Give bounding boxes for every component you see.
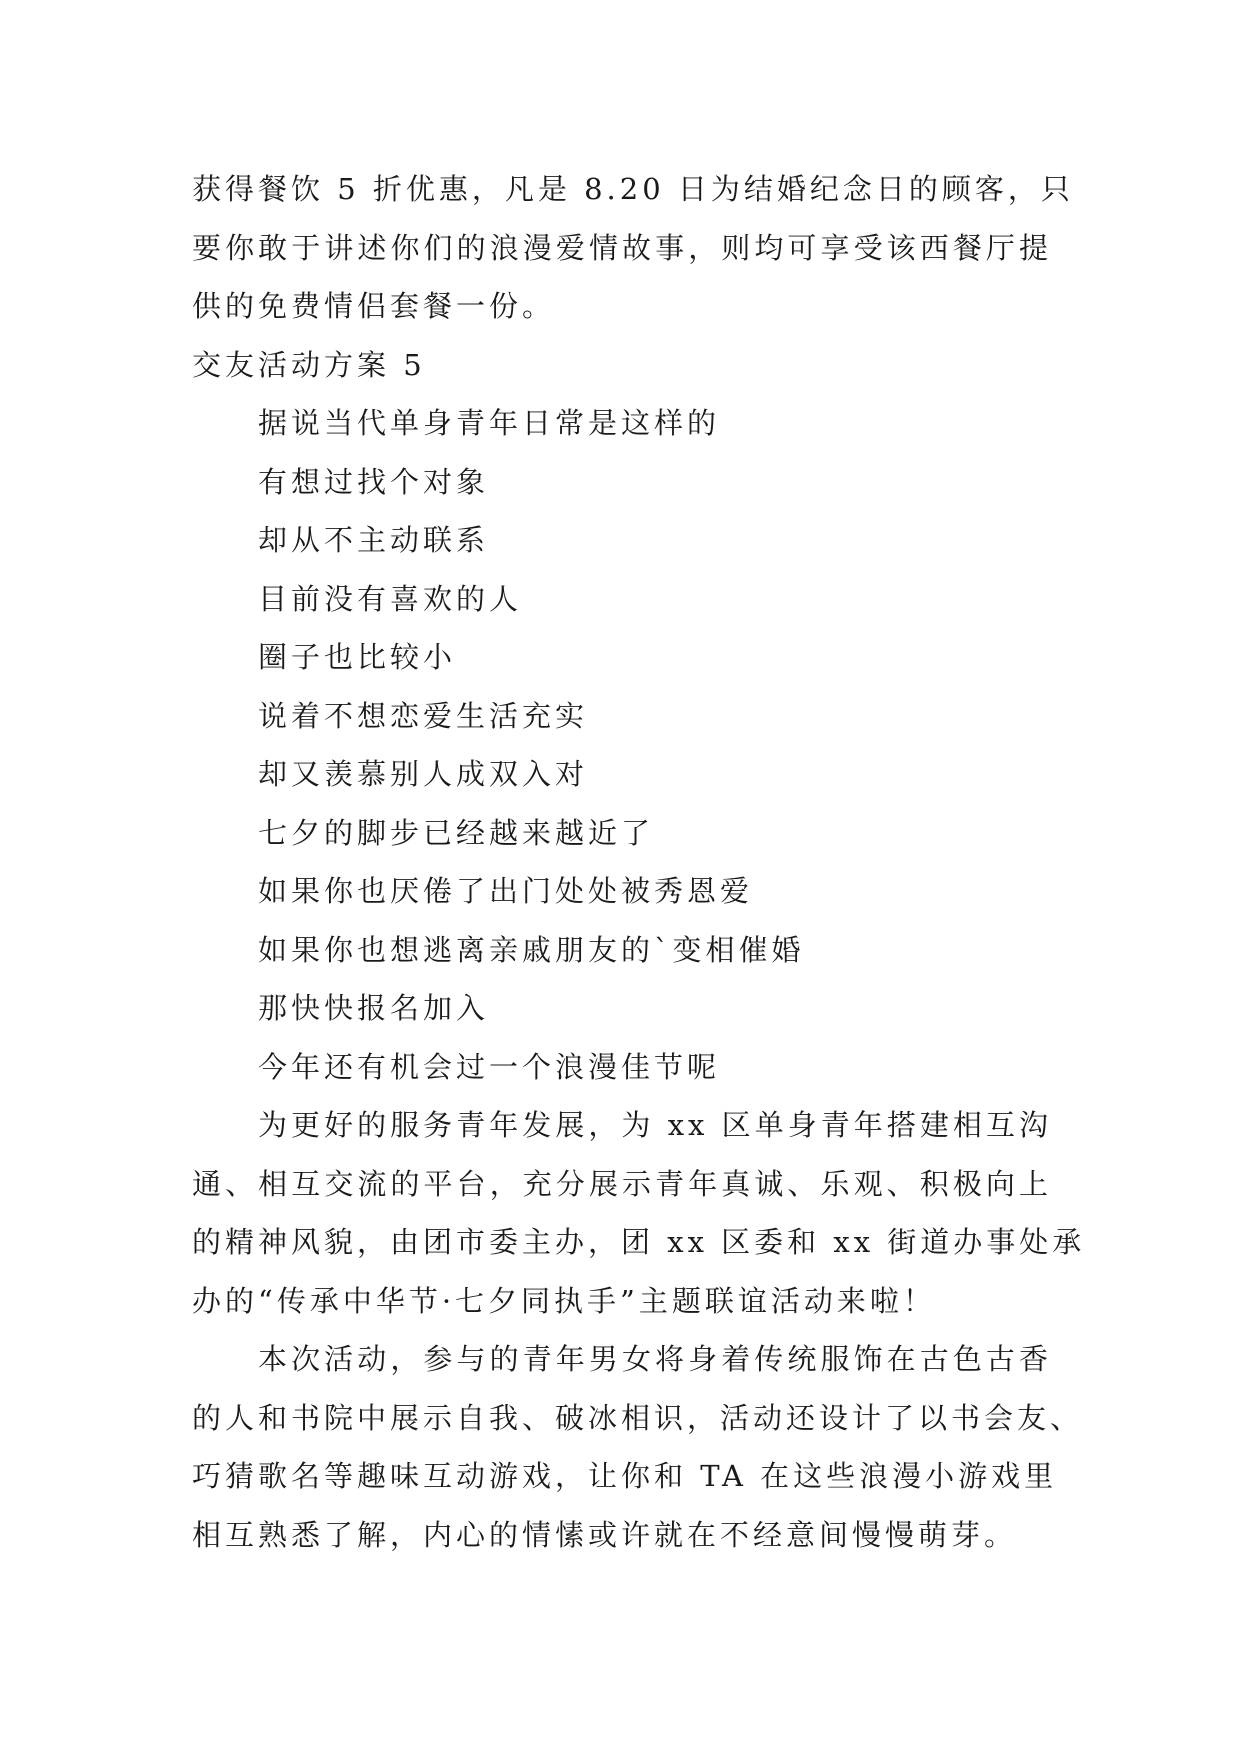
text-line: 那快快报名加入 [258, 991, 490, 1025]
text-line: 据说当代单身青年日常是这样的 [258, 406, 721, 440]
text-line: 交友活动方案 5 [192, 347, 426, 382]
text-line: 获得餐饮 5 折优惠，凡是 8.20 日为结婚纪念日的顾客，只 [192, 172, 1074, 206]
text-line: 目前没有喜欢的人 [258, 581, 523, 616]
text-line: 有想过找个对象 [258, 464, 490, 499]
text-line: 巧猜歌名等趣味互动游戏，让你和 TA 在这些浪漫小游戏里 [192, 1459, 1058, 1493]
document-body [192, 160, 1086, 1564]
text-line: 的精神风貌，由团市委主办，团 xx 区委和 xx 街道办事处承 [192, 1225, 1086, 1259]
text-line: 通、相互交流的平台，充分展示青年真诚、乐观、积极向上 [192, 1166, 1052, 1201]
text-line: 如果你也想逃离亲戚朋友的`变相催婚 [258, 932, 805, 967]
text-line: 相互熟悉了解，内心的情愫或许就在不经意间慢慢萌芽。 [192, 1517, 1018, 1552]
text-line: 说着不想恋爱生活充实 [258, 698, 589, 733]
text-line: 供的免费情侣套餐一份。 [192, 289, 556, 323]
text-line: 却又羡慕别人成双入对 [258, 757, 589, 791]
text-line: 要你敢于讲述你们的浪漫爱情故事，则均可享受该西餐厅提 [192, 230, 1052, 265]
text-line: 本次活动，参与的青年男女将身着传统服饰在古色古香 [258, 1342, 1052, 1376]
text-line: 七夕的脚步已经越来越近了 [258, 815, 655, 850]
text-line: 的人和书院中展示自我、破冰相识，活动还设计了以书会友、 [192, 1400, 1084, 1435]
text-line: 却从不主动联系 [258, 523, 490, 557]
text-line: 如果你也厌倦了出门处处被秀恩爱 [258, 874, 754, 908]
text-line: 今年还有机会过一个浪漫佳节呢 [258, 1049, 721, 1084]
text-line: 为更好的服务青年发展，为 xx 区单身青年搭建相互沟 [258, 1108, 1052, 1142]
text-line: 圈子也比较小 [258, 640, 457, 674]
text-line: 办的“传承中华节·七夕同执手”主题联谊活动来啦！ [192, 1283, 936, 1318]
